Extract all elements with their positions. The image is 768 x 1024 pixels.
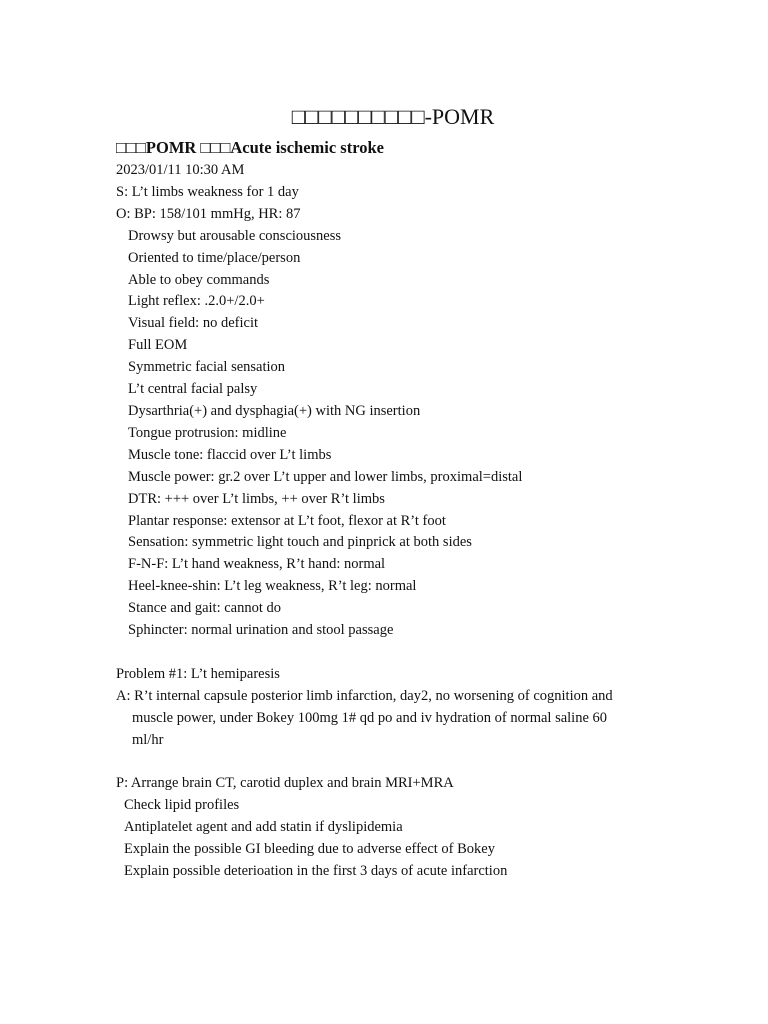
- heading-prefix: □□□: [116, 138, 146, 157]
- exam-finding: L’t central facial palsy: [128, 381, 258, 398]
- heading-diagnosis: Acute ischemic stroke: [230, 138, 384, 157]
- plan-item: Explain possible deterioation in the first 3 days of acute infarction: [124, 862, 508, 879]
- exam-finding: DTR: +++ over L’t limbs, ++ over R’t limbs: [128, 490, 385, 507]
- title-suffix: -POMR: [424, 104, 495, 129]
- exam-finding: Stance and gait: cannot do: [128, 600, 282, 617]
- plan-item: Explain the possible GI bleeding due to adverse effect of Bokey: [124, 841, 495, 858]
- exam-finding: Plantar response: extensor at L’t foot, flexor at R’t foot: [128, 512, 446, 529]
- exam-finding: Sphincter: normal urination and stool passage: [128, 622, 394, 639]
- exam-finding: Visual field: no deficit: [128, 315, 258, 332]
- plan-line: P: Arrange brain CT, carotid duplex and brain MRI+MRA: [116, 775, 454, 792]
- note-heading: [116, 136, 676, 160]
- heading-mid: POMR □□□: [145, 138, 231, 157]
- problem-line: Problem #1: L’t hemiparesis: [116, 665, 280, 682]
- exam-finding: Drowsy but arousable consciousness: [128, 227, 342, 244]
- exam-finding: Muscle power: gr.2 over L’t upper and lower limbs, proximal=distal: [128, 468, 523, 485]
- plan-item: Antiplatelet agent and add statin if dyslipidemia: [124, 819, 403, 836]
- note-datetime: 2023/01/11 10:30 AM: [116, 162, 245, 178]
- title-prefix: □□□□□□□□□□: [291, 104, 425, 129]
- document-page: [116, 100, 676, 883]
- page-title: [116, 100, 676, 134]
- spacer: [116, 751, 676, 773]
- exam-finding: Able to obey commands: [128, 271, 270, 288]
- exam-finding: Tongue protrusion: midline: [128, 424, 287, 441]
- subjective-line: S: L’t limbs weakness for 1 day: [116, 183, 299, 200]
- exam-finding: Full EOM: [128, 337, 188, 354]
- plan-block: [116, 773, 676, 883]
- exam-finding: Light reflex: .2.0+/2.0+: [128, 293, 265, 310]
- exam-finding: Oriented to time/place/person: [128, 249, 301, 266]
- assessment-block: [116, 686, 676, 752]
- assessment-line: ml/hr: [132, 731, 164, 748]
- exam-finding: F-N-F: L’t hand weakness, R’t hand: normal: [128, 556, 386, 573]
- spacer: [116, 642, 676, 664]
- plan-item: Check lipid profiles: [124, 797, 240, 814]
- assessment-line: A: R’t internal capsule posterior limb infarction, day2, no worsening of cognition and: [116, 687, 613, 704]
- assessment-line: muscle power, under Bokey 100mg 1# qd po and iv hydration of normal saline 60: [132, 709, 608, 726]
- exam-finding: Symmetric facial sensation: [128, 359, 286, 376]
- exam-finding: Heel-knee-shin: L’t leg weakness, R’t leg: normal: [128, 578, 417, 595]
- exam-finding: Dysarthria(+) and dysphagia(+) with NG insertion: [128, 402, 421, 419]
- exam-finding: Sensation: symmetric light touch and pinprick at both sides: [128, 534, 472, 551]
- exam-findings-list: [116, 226, 676, 642]
- exam-finding: Muscle tone: flaccid over L’t limbs: [128, 446, 332, 463]
- objective-vitals-line: O: BP: 158/101 mmHg, HR: 87: [116, 205, 301, 222]
